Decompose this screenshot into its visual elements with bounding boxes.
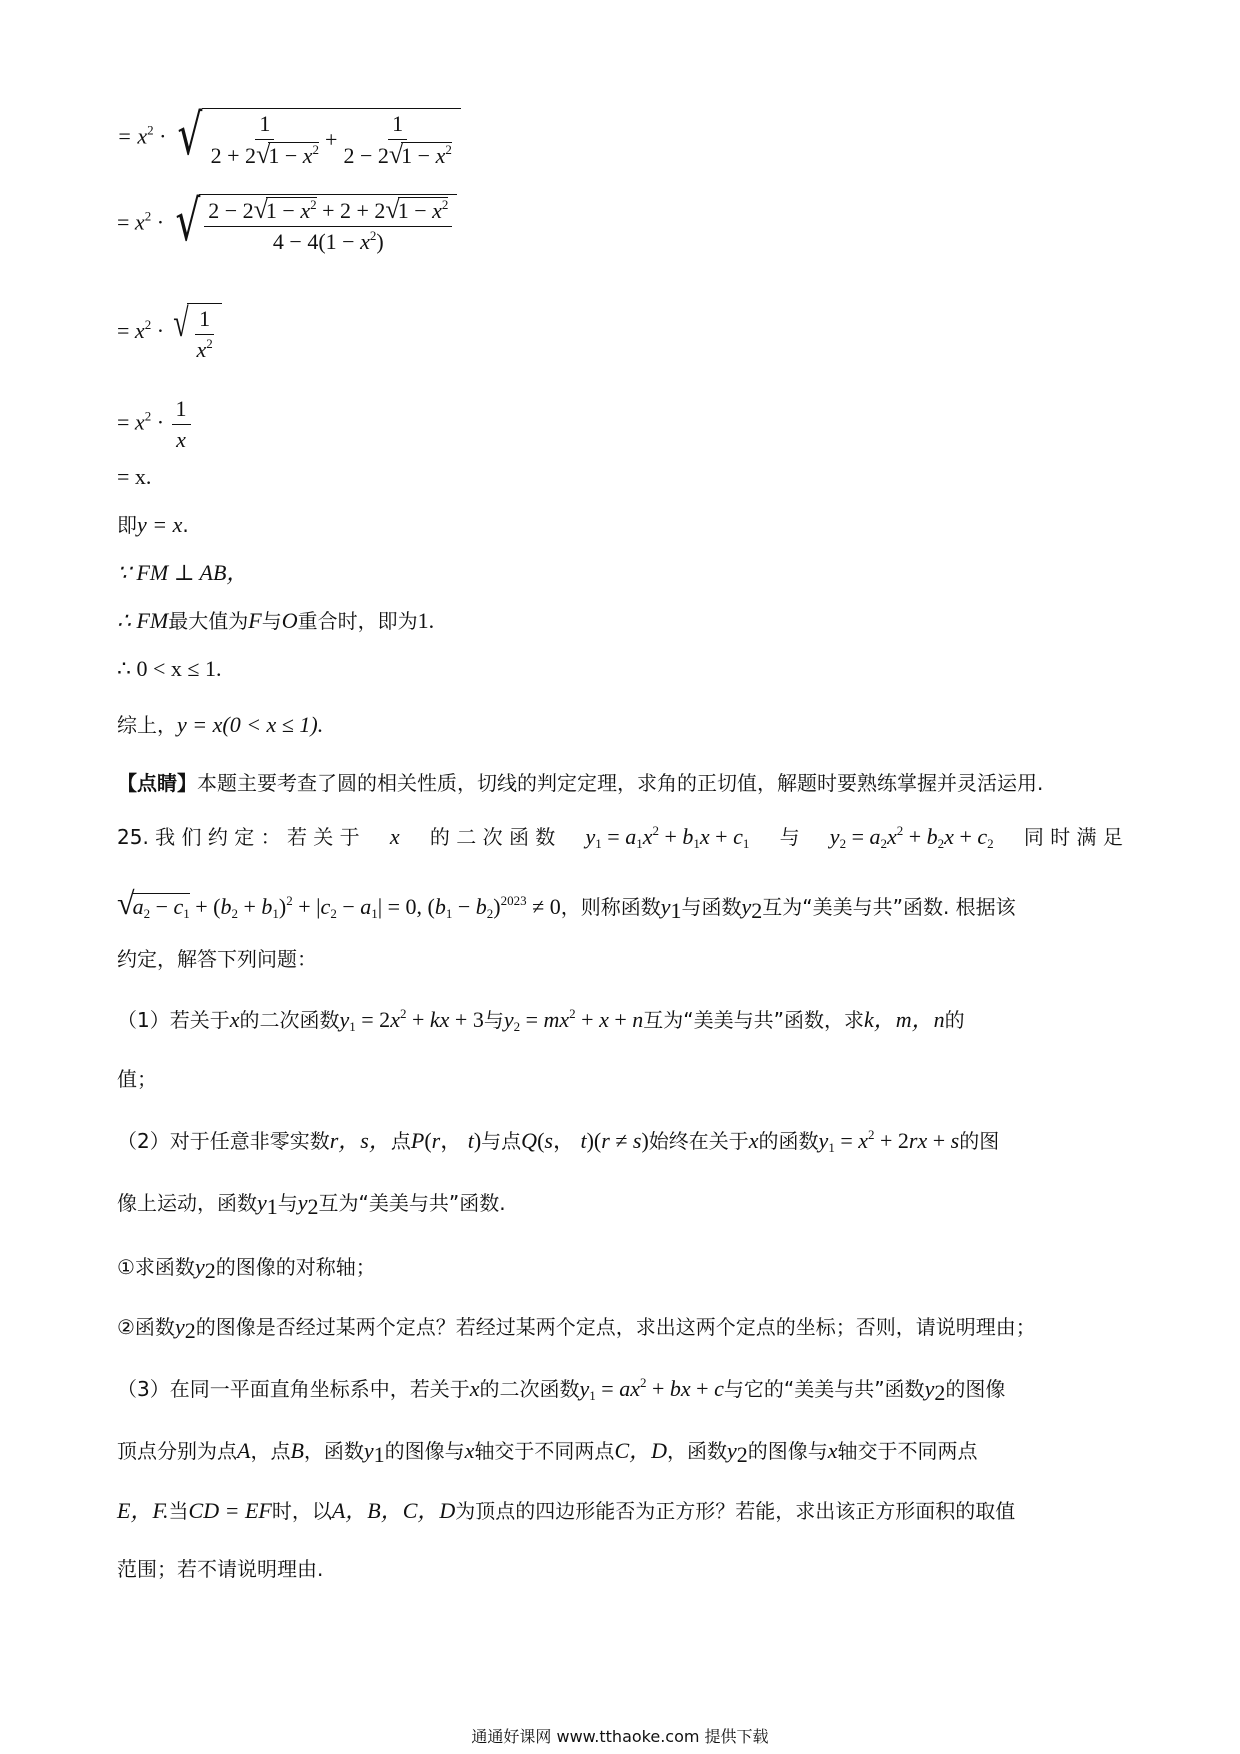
part-3-line-2: 顶点分别为点A，点B，函数$y_1$的图像与x轴交于不同两点C，D，函数$y_2$的图像与x轴交于不同两点 — [117, 1438, 978, 1467]
equation-line-3: = $x^2$ · √ $\frac{1}{x^2}$ — [117, 303, 222, 363]
equation-line-4: = $x^2$ · $\frac{1}{x}$ — [117, 396, 193, 453]
fm-max-statement: ∴ FM最大值为F与O重合时，即为1. — [117, 608, 435, 633]
perpendicular-statement: ∵ FM ⊥ AB， — [117, 560, 249, 585]
page-footer: 通通好课网 www.tthaoke.com 提供下载 — [471, 1727, 769, 1746]
question-25-line-1: 25. 我 们 约 定 ： 若 关 于 x 的 二 次 函 数 $y_1 = a_1x^2 + b_1x + c_1$ 与 $y_2 = a_2x^2 + b_2x + c_2$ 同 时 满 足 — [117, 823, 1123, 851]
part-1-line-1: （1）若关于x的二次函数$y_1 = 2x^2$ + kx + 3与$y_2 = mx^2 + x + n$互为“美美与共”函数，求k，m，n的 — [117, 1006, 965, 1034]
radical-2: √ $\frac{2 - 2√1 - x^2 + 2 + 2√1 - x^2}{4 - 4(1 - x^2)}$ — [170, 194, 458, 255]
sub-question-1: ①求函数$y_2$的图像的对称轴； — [117, 1254, 376, 1283]
equation-line-5: = x. — [117, 464, 152, 489]
equation-line-1: = $x^2$ · √ $\frac{1}{2 + 2√1 - x^2}$ + $\frac{1}{2 - 2√1 - x^2}$ — [117, 108, 461, 169]
sub-question-2: ②函数$y_2$的图像是否经过某两个定点？若经过某两个定点，求出这两个定点的坐标；否则，请说明理由； — [117, 1314, 1036, 1343]
comment-paragraph: 【点睛】本题主要考查了圆的相关性质，切线的判定定理，求角的正切值，解题时要熟练掌握并灵活运用. — [117, 771, 1044, 795]
part-3-line-3: E，F.当CD = EF时，以A，B，C，D为顶点的四边形能否为正方形？若能，求出该正方形面积的取值 — [117, 1498, 1016, 1523]
part-3-line-4: 范围；若不请说明理由. — [117, 1557, 324, 1581]
question-25-line-2: $√a_2 - c_1 + (b_2 + b_1)^2 + |c_2 - a_1| = 0$, $(b_1 - b_2)^{2023} \ne 0$，则称函数$y_1$与函数$y_2$互为“美美与共”函数. 根据该 — [117, 885, 1016, 923]
question-25-line-3: 约定，解答下列问题： — [117, 947, 317, 971]
range-statement: ∴ 0 < x ≤ 1. — [117, 656, 222, 681]
part-2-line-1: （2）对于任意非零实数r，s，点P(r， t)与点Q(s， t)(r ≠ s)始终在关于x的函数$y_1 = x^2 + 2rx + s$的图 — [117, 1127, 1000, 1155]
conclusion-y-eq-x: 即y = x. — [117, 512, 189, 537]
radical-1: √ $\frac{1}{2 + 2√1 - x^2}$ + $\frac{1}{2 - 2√1 - x^2}$ — [172, 108, 461, 169]
equation-line-2: = $x^2$ · √ $\frac{2 - 2√1 - x^2 + 2 + 2√1 - x^2}{4 - 4(1 - x^2)}$ — [117, 194, 457, 255]
summary-statement: 综上，y = x(0 < x ≤ 1). — [117, 712, 324, 737]
part-2-line-2: 像上运动，函数$y_1$与$y_2$互为“美美与共”函数. — [117, 1190, 506, 1219]
part-3-line-1: （3）在同一平面直角坐标系中，若关于x的二次函数$y_1 = ax^2$ + bx + c与它的“美美与共”函数$y_2$的图像 — [117, 1375, 1006, 1405]
part-1-line-2: 值； — [117, 1067, 157, 1091]
